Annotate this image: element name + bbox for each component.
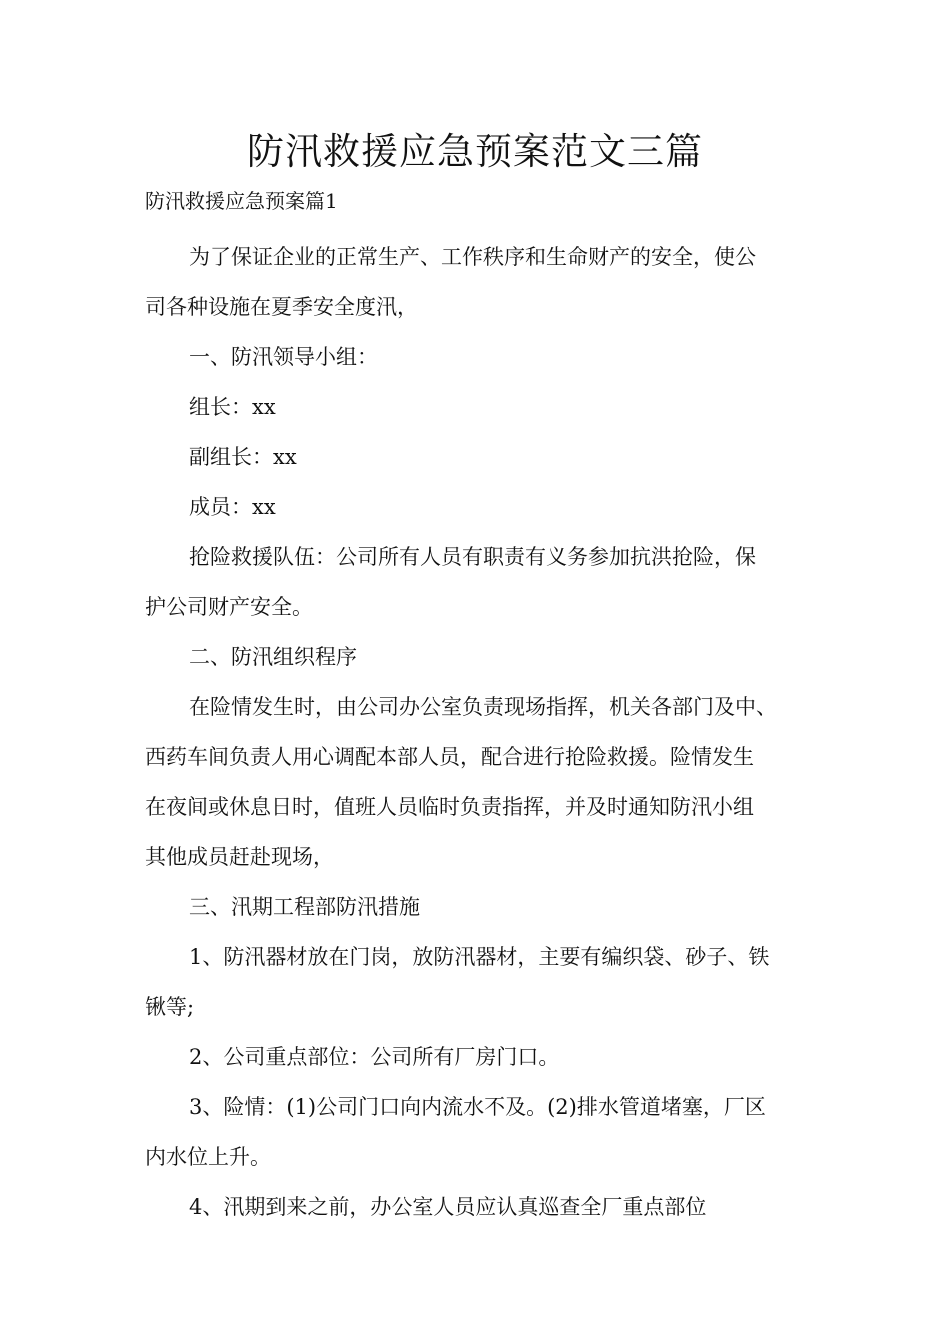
paragraph-intro: 为了保证企业的正常生产、工作秩序和生命财产的安全，使公 司各种设施在夏季安全度汛， [145, 245, 756, 319]
paragraph-measure-2: 2、公司重点部位：公司所有厂房门口。 [189, 1045, 560, 1069]
paragraph-measures-heading: 三、汛期工程部防汛措施 [189, 895, 420, 919]
section-heading: 防汛救援应急预案篇1 [145, 189, 338, 213]
paragraph-leader: 组长：xx [189, 395, 276, 419]
paragraph-measure-3: 3、险情：(1)公司门口向内流水不及。(2)排水管道堵塞，厂区 内水位上升。 [145, 1095, 766, 1169]
document-title: 防汛救援应急预案范文三篇 [247, 130, 703, 173]
paragraph-procedure-heading: 二、防汛组织程序 [189, 645, 357, 669]
paragraph-rescue-team: 抢险救援队伍：公司所有人员有职责有义务参加抗洪抢险，保 护公司财产安全。 [145, 545, 756, 619]
paragraph-deputy-leader: 副组长：xx [189, 445, 297, 469]
paragraph-measure-4: 4、汛期到来之前，办公室人员应认真巡查全厂重点部位 [189, 1195, 707, 1219]
paragraph-measure-1: 1、防汛器材放在门岗，放防汛器材，主要有编织袋、砂子、铁 锹等; [145, 945, 770, 1019]
paragraph-members: 成员：xx [189, 495, 276, 519]
document-body [145, 232, 815, 1232]
paragraph-leadership-heading: 一、防汛领导小组： [189, 345, 378, 369]
paragraph-procedure: 在险情发生时，由公司办公室负责现场指挥，机关各部门及中、 西药车间负责人用心调配本部人员，配合进行抢险救援。险情发生 在夜间或休息日时，值班人员临时负责指挥，并及时通知防汛小组 其他成员赶赴现场， [145, 695, 777, 869]
